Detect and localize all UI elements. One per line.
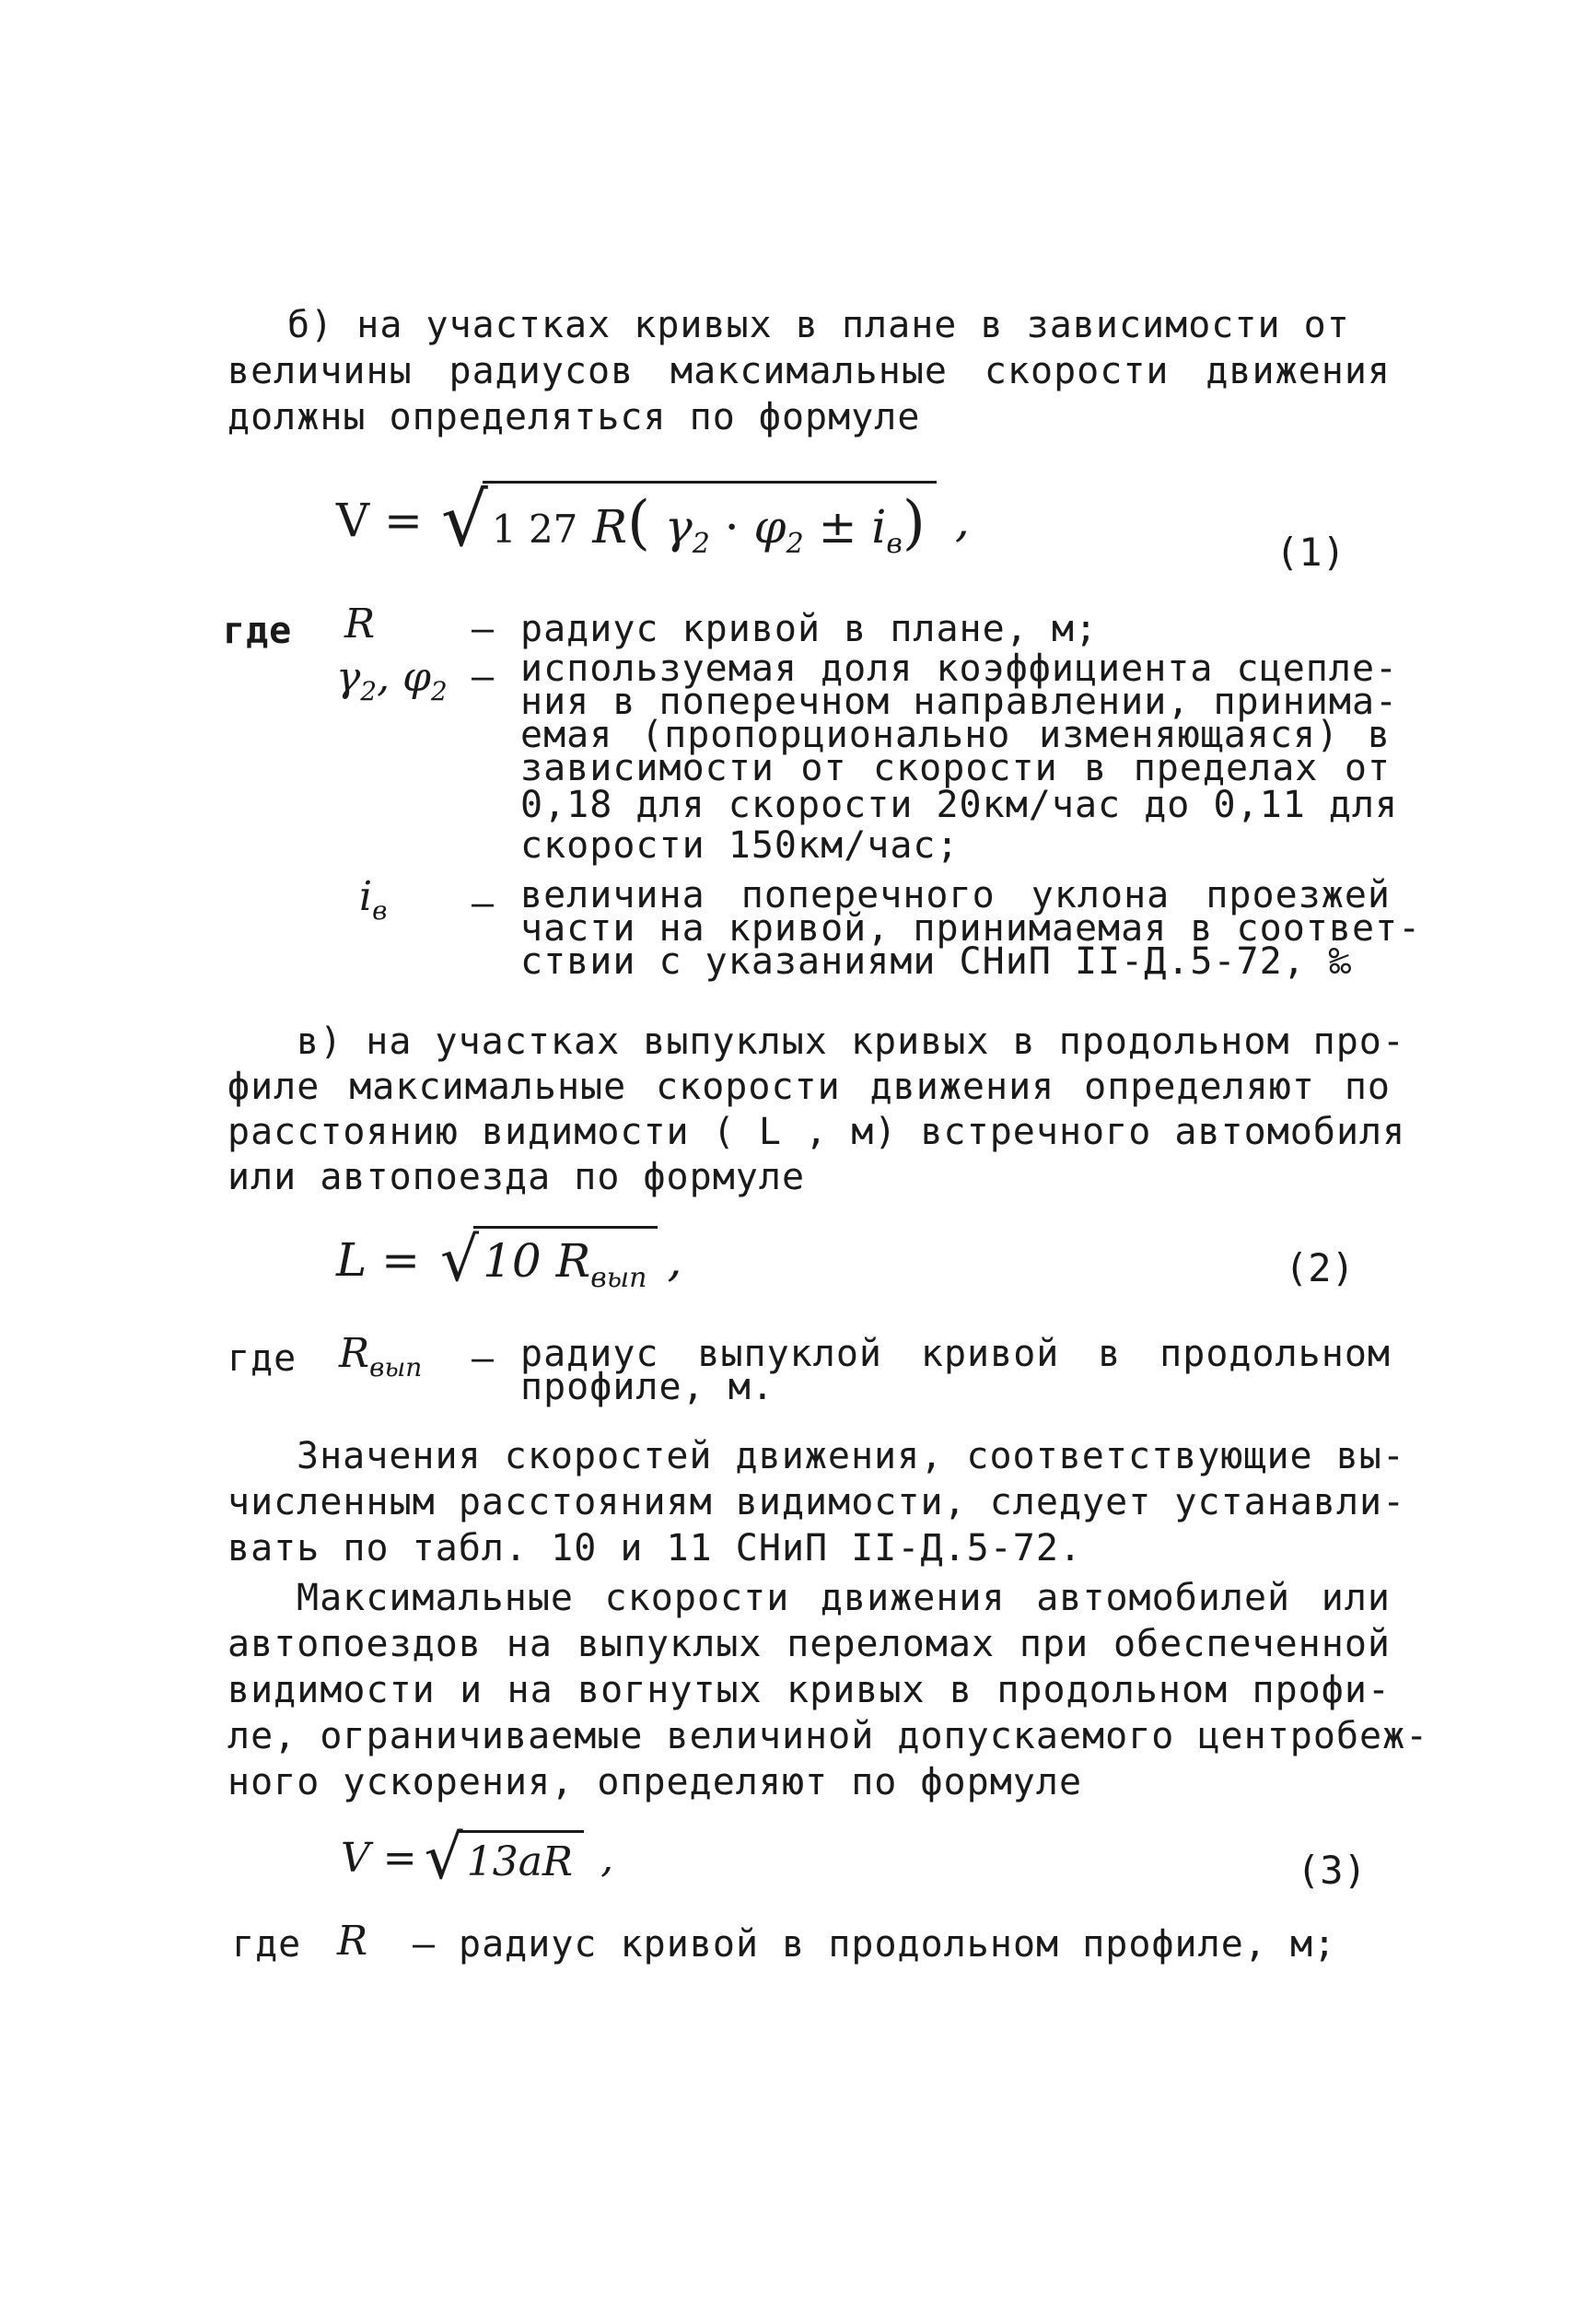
formula-3-radicand: 13aR [458, 1830, 584, 1885]
formula-1 [336, 470, 970, 571]
sqrt-sign-icon: √ [424, 1822, 463, 1893]
where-label: где [232, 1923, 302, 1966]
equation-number-2: (2) [1285, 1245, 1355, 1290]
formula-1-comma: , [954, 494, 970, 547]
formula-2-radicand: 10 $R_{вып}$ [473, 1226, 658, 1294]
symbol-r-vyp: $R_{вып}$ [339, 1330, 423, 1382]
symbol-r: R [337, 1918, 368, 1965]
formula-2-comma: , [667, 1233, 682, 1287]
text-line: величины радиусов максимальные скорости движения [227, 350, 1391, 392]
formula-3-comma: , [600, 1834, 614, 1882]
sqrt-sign-icon: √ [440, 1224, 480, 1295]
formula-2-lhs: L = [336, 1233, 420, 1287]
r-description: радиус кривой в продольном профиле, м; [459, 1923, 1337, 1966]
text-line: должны определяться по формуле [227, 396, 921, 438]
dash: – [413, 1923, 436, 1966]
formula-3 [341, 1816, 613, 1899]
dash: – [472, 608, 495, 650]
formula-1-radicand: 1 27 R( $\gamma_2 \cdot \varphi_2 \pm i_в$) [483, 481, 937, 560]
where-label: где [223, 610, 293, 652]
sqrt-sign-icon: √ [440, 477, 488, 563]
dash: – [472, 882, 495, 925]
symbol-i-v: $i_в$ [359, 873, 388, 926]
dash: – [472, 1337, 495, 1380]
equation-number-3: (3) [1297, 1848, 1367, 1893]
formula-3-lhs: V = [341, 1834, 417, 1882]
symbol-r: R [344, 601, 376, 648]
symbol-gamma-phi: $\gamma_2$, $\varphi_2$ [336, 654, 448, 706]
r-description: радиус кривой в плане, м; [520, 608, 1099, 650]
equation-number-1: (1) [1276, 530, 1346, 575]
formula-2 [336, 1214, 682, 1306]
formula-1-lhs: V = [336, 494, 423, 547]
where-label: где [227, 1337, 297, 1380]
text-line: б) на участках кривых в плане в зависимости от [287, 304, 1350, 346]
dash: – [472, 656, 495, 698]
